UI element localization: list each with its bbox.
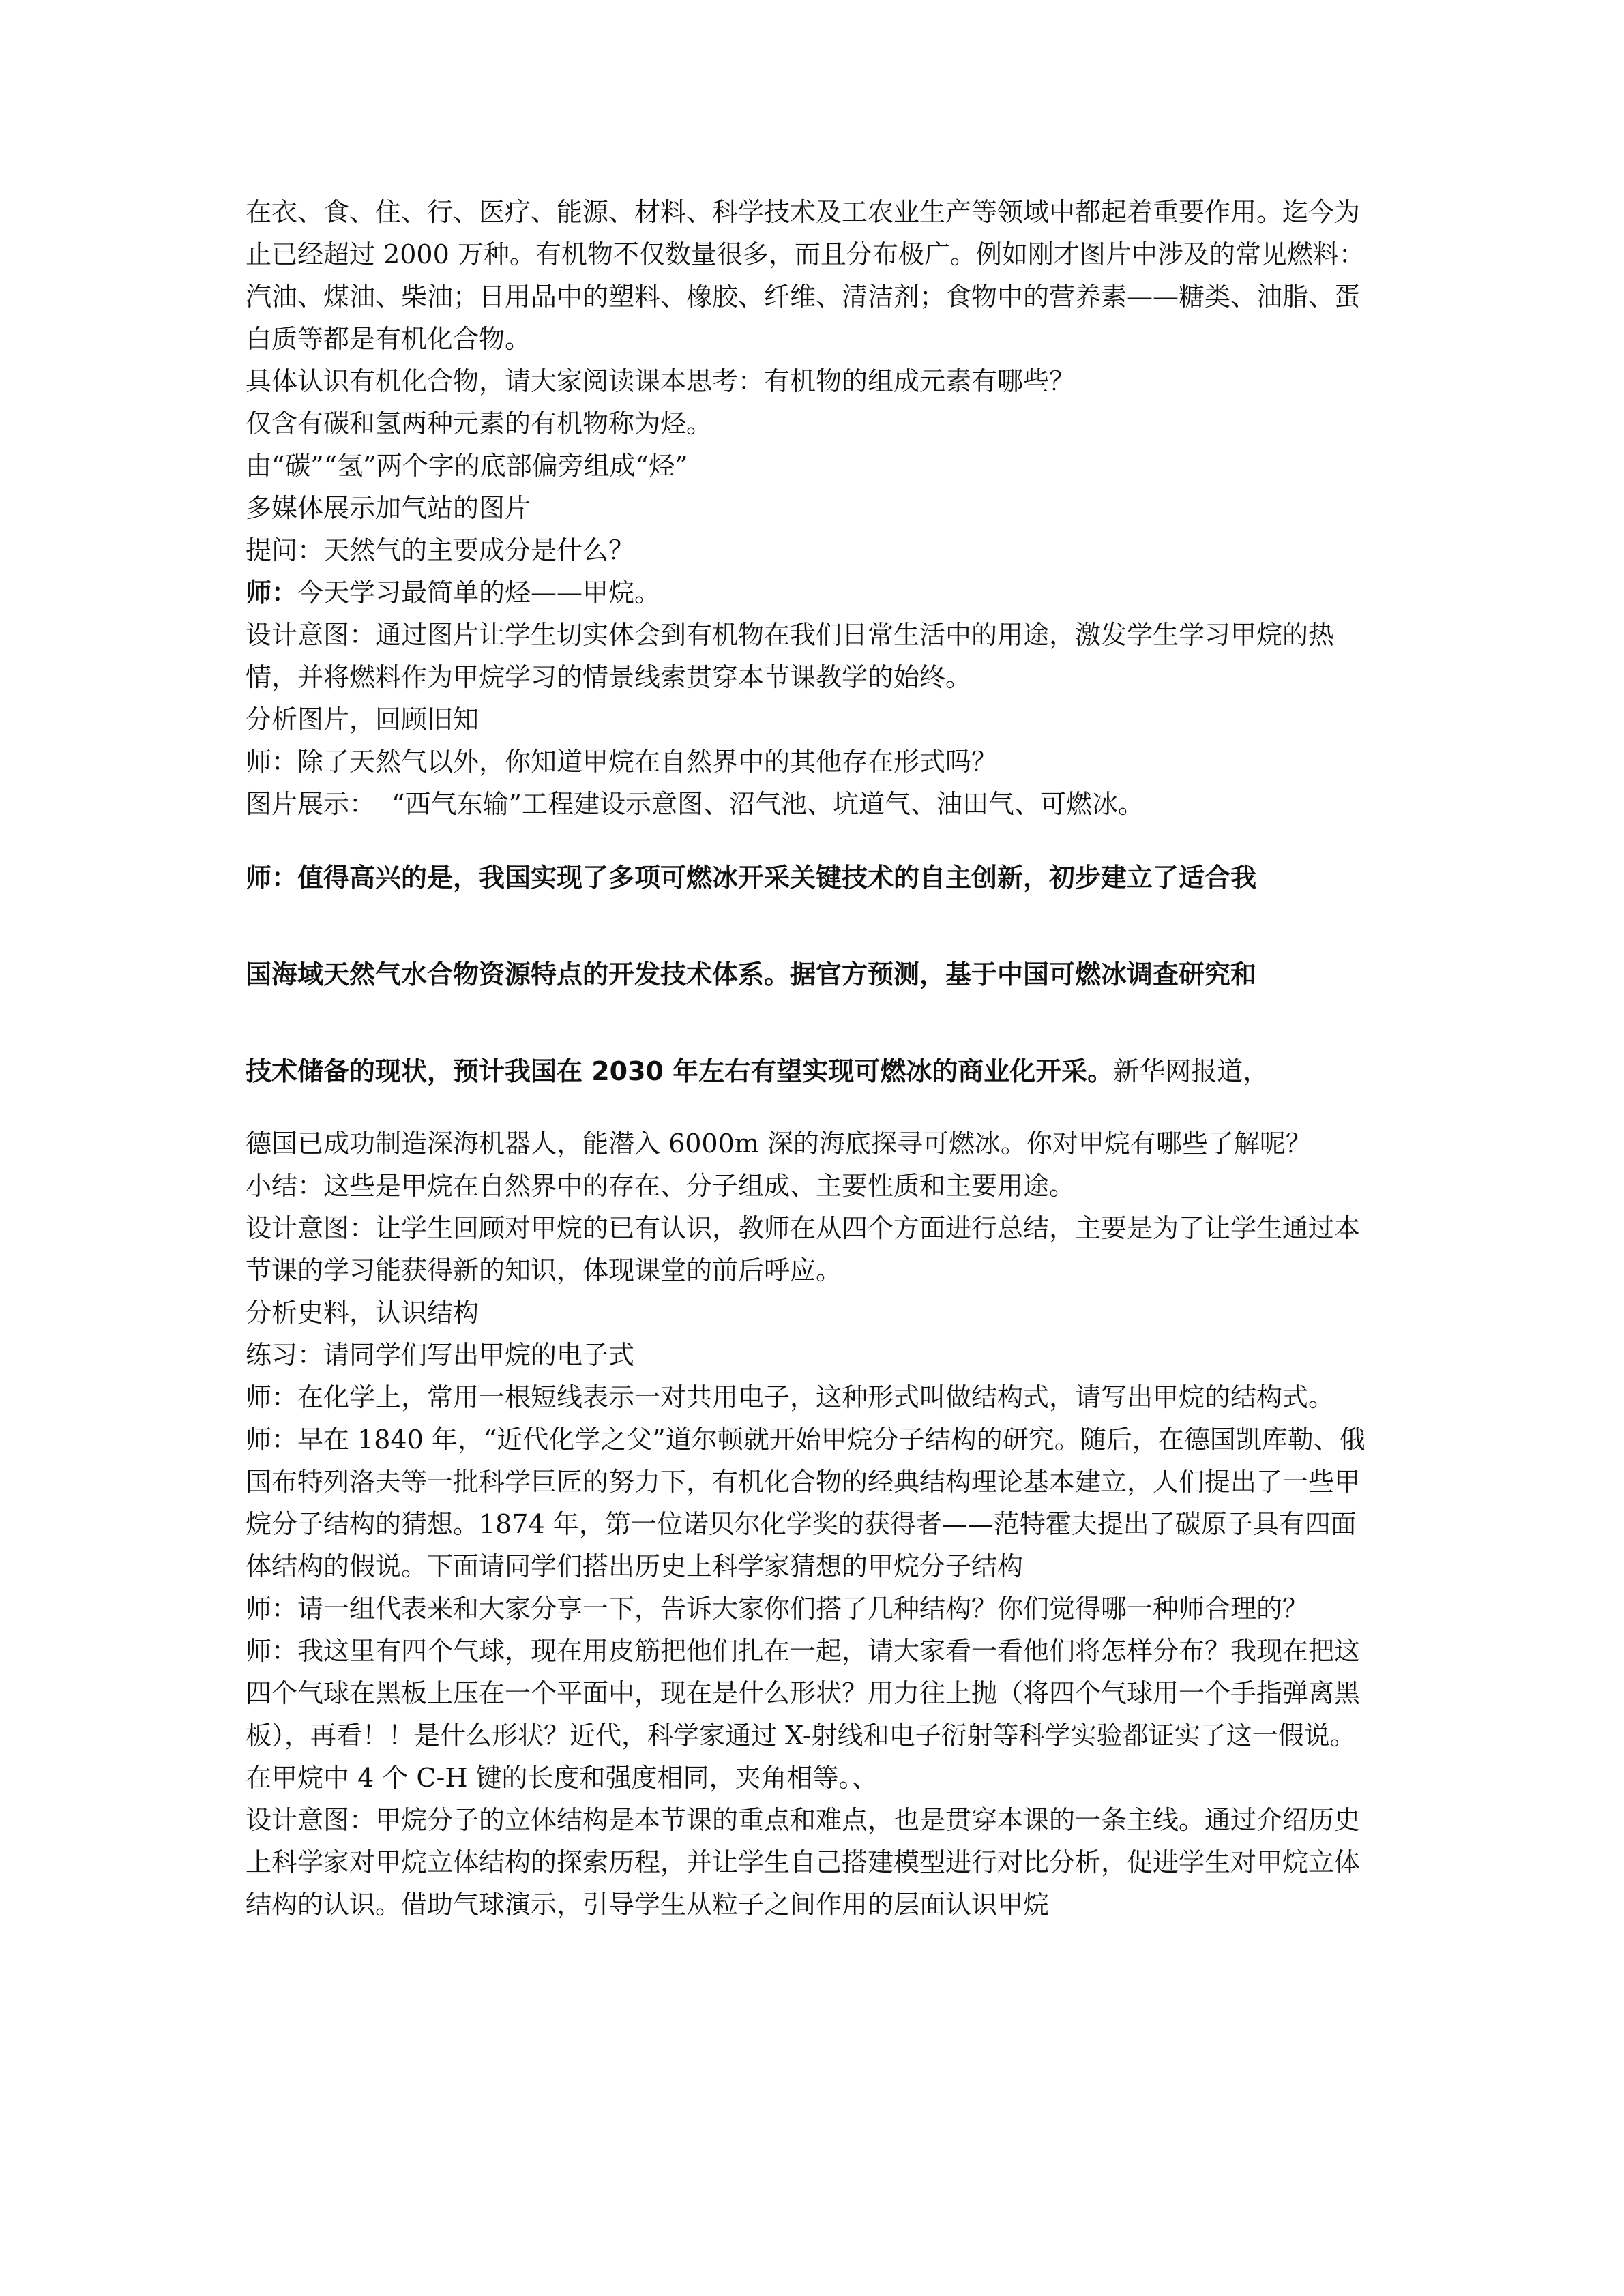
paragraph-teacher-structural-formula: 师：在化学上，常用一根短线表示一对共用电子，这种形式叫做结构式，请写出甲烷的结构式。	[246, 1382, 1335, 1412]
combustible-ice-line-3	[246, 1023, 1371, 1120]
paragraph-deep-sea-robot: 德国已成功制造深海机器人，能潜入 6000m 深的海底探寻可燃冰。你对甲烷有哪些了解呢？	[246, 1129, 1312, 1159]
combustible-ice-line-2: 国海域天然气水合物资源特点的开发技术体系。据官方预测，基于中国可燃冰调查研究和	[246, 959, 1257, 989]
paragraph-teacher-share: 师：请一组代表来和大家分享一下，告诉大家你们搭了几种结构？你们觉得哪一种师合理的？	[246, 1594, 1309, 1624]
paragraph-teacher-balloons: 师：我这里有四个气球，现在用皮筋把他们扎在一起，请大家看一看他们将怎样分布？我现在把这四个气球在黑板上压在一个平面中，现在是什么形状？用力往上抛（将四个气球用一个手指弹离黑板），再看！！是什么形状？近代，科学家通过 X-射线和电子衍射等科学实验都证实了这一假说。在甲烷中 4 个 C-H 键的长度和强度相同，夹角相等。、	[246, 1636, 1361, 1793]
combustible-ice-line-3-main: 技术储备的现状，预计我国在 2030 年左右有望实现可燃冰的商业化开采。	[246, 1056, 1114, 1086]
paragraph-teacher-methane-intro	[246, 571, 1371, 614]
paragraph-teacher-other-forms: 师：除了天然气以外，你知道甲烷在自然界中的其他存在形式吗？	[246, 747, 998, 777]
teacher-text: 今天学习最简单的烃——甲烷。	[297, 578, 661, 608]
paragraph-summary: 小结：这些是甲烷在自然界中的存在、分子组成、主要性质和主要用途。	[246, 1171, 1076, 1201]
paragraph-picture-display: 图片展示： “西气东输”工程建设示意图、沼气池、坑道气、油田气、可燃冰。	[246, 789, 1145, 819]
paragraph-analyze-history: 分析史料，认识结构	[246, 1298, 479, 1328]
lesson-continuation	[246, 1122, 1371, 1926]
combustible-ice-block	[246, 829, 1371, 1120]
paragraph-organic-compounds-intro: 在衣、食、住、行、医疗、能源、材料、科学技术及工农业生产等领域中都起着重要作用。迄今为止已经超过 2000 万种。有机物不仅数量很多，而且分布极广。例如刚才图片中涉及的常见燃料：汽油、煤油、柴油；日用品中的塑料、橡胶、纤维、清洁剂；食物中的营养素——糖类、油脂、蛋白质等都是有机化合物。	[246, 197, 1365, 354]
paragraph-hydrocarbon-definition: 仅含有碳和氢两种元素的有机物称为烃。	[246, 408, 713, 438]
paragraph-design-intent-1: 设计意图：通过图片让学生切实体会到有机物在我们日常生活中的用途，激发学生学习甲烷的热情，并将燃料作为甲烷学习的情景线索贯穿本节课教学的始终。	[246, 620, 1335, 692]
paragraph-design-intent-3: 设计意图：甲烷分子的立体结构是本节课的重点和难点，也是贯穿本课的一条主线。通过介绍历史上科学家对甲烷立体结构的探索历程，并让学生自己搭建模型进行对比分析，促进学生对甲烷立体结构的认识。借助气球演示，引导学生从粒子之间作用的层面认识甲烷	[246, 1805, 1361, 1920]
combustible-ice-line-1: 师：值得高兴的是，我国实现了多项可燃冰开采关键技术的自主创新，初步建立了适合我	[246, 863, 1257, 893]
paragraph-question-natural-gas: 提问：天然气的主要成分是什么？	[246, 535, 635, 565]
paragraph-analyze-pictures: 分析图片，回顾旧知	[246, 704, 479, 734]
paragraph-design-intent-2: 设计意图：让学生回顾对甲烷的已有认识，教师在从四个方面进行总结，主要是为了让学生通过本节课的学习能获得新的知识，体现课堂的前后呼应。	[246, 1213, 1361, 1285]
paragraph-reading-prompt: 具体认识有机化合物，请大家阅读课本思考：有机物的组成元素有哪些？	[246, 366, 1076, 396]
paragraph-character-origin: 由“碳”“氢”两个字的底部偏旁组成“烃”	[246, 451, 688, 481]
paragraph-exercise-electron-formula: 练习：请同学们写出甲烷的电子式	[246, 1340, 635, 1370]
xinhua-report-start: 新华网报道，	[1113, 1056, 1269, 1086]
teacher-label: 师：	[246, 577, 298, 608]
paragraph-teacher-history: 师：早在 1840 年，“近代化学之父”道尔顿就开始甲烷分子结构的研究。随后，在德国凯库勒、俄国布特列洛夫等一批科学巨匠的努力下，有机化合物的经典结构理论基本建立，人们提出了一些甲烷分子结构的猜想。1874 年，第一位诺贝尔化学奖的获得者——范特霍夫提出了碳原子具有四面体结构的假说。下面请同学们搭出历史上科学家猜想的甲烷分子结构	[246, 1425, 1365, 1581]
paragraph-multimedia-gas-station: 多媒体展示加气站的图片	[246, 493, 531, 523]
document-body	[246, 191, 1371, 1926]
